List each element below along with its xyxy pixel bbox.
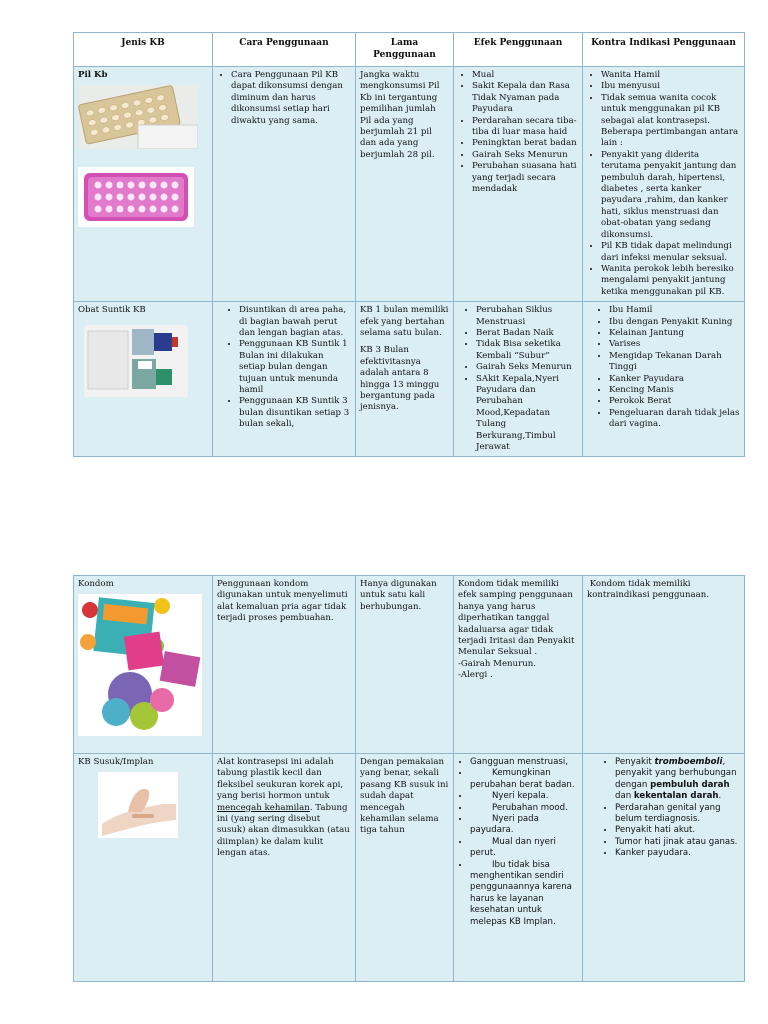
header-kontra: Kontra Indikasi Penggunaan (583, 33, 745, 67)
cell-implan-efek (454, 754, 583, 982)
mencegah-kehamilan-link[interactable]: mencegah kehamilan (217, 802, 310, 813)
cell-implan-lama: Dengan pemakaian yang benar, sekali pasang KB susuk ini sudah dapat mencegah kehamilan selama tiga tahun (356, 754, 454, 982)
cell-implan-jenis (74, 754, 213, 982)
list-item: • Cara Penggunaan Pil KB dapat dikonsumsi dengan diminum dan harus dikonsumsi setiap hari diwaktu yang sama. (231, 70, 351, 127)
list-item: • Berat Badan Naik (476, 328, 578, 339)
suntik-lama-1: KB 1 bulan memiliki efek yang bertahan selama satu bulan. (360, 305, 449, 338)
cell-suntik-efek (454, 302, 583, 457)
kondom-efek-item: -Alergi . (458, 670, 493, 681)
suntik-cara-list (217, 305, 351, 430)
list-item: • Pil KB tidak dapat melindungi dari infeksi menular seksual. (601, 241, 740, 264)
list-item: • Varises (609, 339, 740, 350)
list-item: • Perubahan mood. (470, 803, 578, 814)
table-row-kondom (74, 576, 745, 754)
cell-suntik-kontra (583, 302, 745, 457)
kondom-efek-item: -Gairah Menurun. (458, 658, 537, 669)
list-item: • SAkit Kepala,Nyeri Payudara dan Perubahan Mood,Kepadatan Tulang Berkurang,Timbul Jerawat (476, 374, 578, 454)
cell-suntik-cara (213, 302, 356, 457)
cell-kondom-lama: Hanya digunakan untuk satu kali berhubungan. (356, 576, 454, 754)
implan-kontra-list (587, 757, 740, 860)
list-item: • Kanker payudara. (615, 848, 740, 859)
list-item: • Penggunaan KB Suntik 3 bulan disuntikan setiap 3 bulan sekali, (239, 396, 351, 430)
table-row-pil (74, 67, 745, 302)
list-item: • Nyeri kepala. (470, 791, 578, 802)
list-item: • Kemungkinan perubahan berat badan. (470, 768, 578, 791)
list-item: • Disuntikan di area paha, di bagian bawah perut dan lengan bagian atas. (239, 305, 351, 339)
kondom-label: Kondom (78, 579, 114, 589)
list-item: • Penyakit tromboemboli, penyakit yang berhubungan dengan pembuluh darah dan kekentalan darah. (615, 757, 740, 803)
list-item: • Mual dan nyeri perut. (470, 837, 578, 860)
list-item: • Tumor hati jinak atau ganas. (615, 837, 740, 848)
list-item: • Perokok Berat (609, 396, 740, 407)
header-row (74, 33, 745, 67)
list-item: • Perdarahan secara tiba-tiba di luar masa haid (472, 116, 578, 139)
pill-blister-icon (78, 85, 198, 149)
list-item: • Peningktan berat badan (472, 138, 578, 149)
cell-kondom-efek (454, 576, 583, 754)
suntik-efek-list (458, 305, 578, 453)
list-item: • Ibu dengan Penyakit Kuning (609, 317, 740, 328)
cell-kondom-kontra: Kondom tidak memiliki kontraindikasi penggunaan. (583, 576, 745, 754)
list-item: • Penyakit yang diderita terutama penyakit jantung dan pembuluh darah, hipertensi, diabetes , serta kanker payudara ,rahim, dan kanker hati, siklus menstruasi dan obat-obatan yang sedang dikonsumsi. (601, 150, 740, 241)
cell-implan-cara (213, 754, 356, 982)
list-item: • Wanita perokok lebih beresiko mengalami penyakit jantung ketika menggunakan pil KB. (601, 264, 740, 298)
list-item: • Mengidap Tekanan Darah Tinggi (609, 351, 740, 374)
list-item: • Ibu tidak bisa menghentikan sendiri penggunaannya karena harus ke layanan kesehatan untuk melepas KB Implan. (470, 860, 578, 928)
list-item: • Perubahan suasana hati yang terjadi secara mendadak (472, 161, 578, 195)
cell-pil-jenis (74, 67, 213, 302)
cell-kondom-cara: Penggunaan kondom digunakan untuk menyelimuti alat kemaluan pria agar tidak terjadi proses pembuahan. (213, 576, 356, 754)
list-item: • Perdarahan genital yang belum terdiagnosis. (615, 803, 740, 826)
pil-efek-list (458, 70, 578, 195)
condom-pack-icon (78, 594, 202, 736)
list-item: • Penggunaan KB Suntik 1 Bulan ini dilakukan setiap bulan dengan tujuan untuk menunda hamil (239, 339, 351, 396)
suntik-kontra-list (587, 305, 740, 430)
implan-label: KB Susuk/Implan (78, 757, 154, 767)
list-item: • Kelainan Jantung (609, 328, 740, 339)
list-item: • Wanita Hamil (601, 70, 740, 81)
kb-table-1 (73, 32, 745, 457)
cell-pil-kontra (583, 67, 745, 302)
cell-suntik-lama (356, 302, 454, 457)
cell-pil-cara (213, 67, 356, 302)
injection-vial-icon (78, 321, 194, 401)
implan-cara-text-b: . Tabung ini (yang sering disebut susuk) akan dimasukkan (atau diimplan) ke dalam kulit lengan atas. (217, 802, 350, 859)
arm-implant-icon (98, 772, 178, 838)
list-item: • Penyakit hati akut. (615, 825, 740, 836)
list-item: • Nyeri pada payudara. (470, 814, 578, 837)
header-cara: Cara Penggunaan (213, 33, 356, 67)
header-jenis: Jenis KB (74, 33, 213, 67)
cell-suntik-jenis (74, 302, 213, 457)
implan-efek-list (458, 757, 578, 928)
list-item: • Perubahan Siklus Menstruasi (476, 305, 578, 328)
list-item: • Pengeluaran darah tidak jelas dari vagina. (609, 408, 740, 431)
table-row-suntik (74, 302, 745, 457)
pill-blister-pink-icon (78, 167, 194, 227)
list-item: • Tidak semua wanita cocok untuk menggunakan pil KB sebagai alat kontrasepsi. Beberapa pertimbangan antara lain : (601, 93, 740, 150)
pil-label: Pil Kb (78, 70, 108, 80)
list-item: • Ibu menyusui (601, 81, 740, 92)
list-item: • Kencing Manis (609, 385, 740, 396)
list-item: • Kanker Payudara (609, 374, 740, 385)
pil-kontra-list (587, 70, 740, 298)
cell-implan-kontra (583, 754, 745, 982)
list-item: • Mual (472, 70, 578, 81)
header-lama: Lama Penggunaan (356, 33, 454, 67)
pil-cara-list (217, 70, 351, 127)
list-item: • Tidak Bisa seketika Kembali “Subur” (476, 339, 578, 362)
cell-pil-lama: Jangka waktu mengkonsumsi Pil Kb ini tergantung pemilihan jumlah Pil ada yang berjumlah 21 pil dan ada yang berjumlah 28 pil. (356, 67, 454, 302)
list-item: • Gairah Seks Menurun (476, 362, 578, 373)
list-item: • Gangguan menstruasi, (470, 757, 578, 768)
list-item: • Sakit Kepala dan Rasa Tidak Nyaman pada Payudara (472, 81, 578, 115)
list-item: • Gairah Seks Menurun (472, 150, 578, 161)
suntik-label: Obat Suntik KB (78, 305, 146, 316)
suntik-lama-2: KB 3 Bulan efektivitasnya adalah antara 8 hingga 13 minggu bergantung pada jenisnya. (360, 345, 440, 413)
kondom-efek-text: Kondom tidak memiliki efek samping penggunaan hanya yang harus diperhatikan tanggal kadaluarsa agar tidak terjadi Iritasi dan Penyakit Menular Seksual . (458, 579, 575, 658)
implan-cara-text-a: Alat kontrasepsi ini adalah tabung plastik kecil dan fleksibel seukuran korek api, yang berisi hormon untuk (217, 757, 344, 802)
cell-pil-efek (454, 67, 583, 302)
list-item: • Ibu Hamil (609, 305, 740, 316)
kb-table-2 (73, 575, 745, 982)
table-row-implan (74, 754, 745, 982)
cell-kondom-jenis (74, 576, 213, 754)
header-efek: Efek Penggunaan (454, 33, 583, 67)
